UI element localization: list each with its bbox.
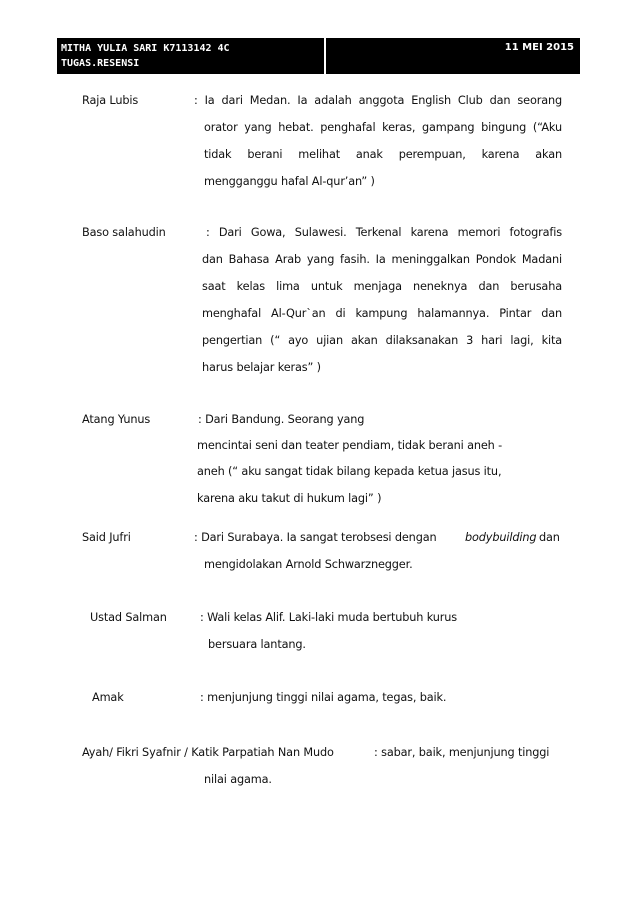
description-line: : Dari Gowa, Sulawesi. Terkenal karena memori fotografis bbox=[206, 226, 562, 239]
description-line: menghafal Al-Qur`an di kampung halamannya. Pintar dan bbox=[202, 307, 562, 320]
header-author-line: MITHA YULIA SARI K7113142 4C bbox=[61, 43, 230, 54]
character-name: Raja Lubis bbox=[82, 94, 139, 107]
description-line: mengidolakan Arnold Schwarznegger. bbox=[204, 558, 413, 571]
description-line: bersuara lantang. bbox=[208, 638, 306, 651]
description-line: mengganggu hafal Al-qur’an” ) bbox=[204, 175, 375, 188]
bodybuilding-term: bodybuilding bbox=[465, 531, 537, 544]
description-line: orator yang hebat. penghafal keras, gampang bingung (“Aku bbox=[204, 121, 562, 134]
character-name: Ayah/ Fikri Syafnir / Katik Parpatiah Nan Mudo bbox=[82, 746, 334, 759]
character-name: Baso salahudin bbox=[82, 226, 166, 239]
header-author-block bbox=[57, 38, 324, 74]
description-line: : Wali kelas Alif. Laki-laki muda bertubuh kurus bbox=[200, 611, 458, 624]
description-line: : menjunjung tinggi nilai agama, tegas, baik. bbox=[200, 691, 447, 704]
description-line: : Dari Bandung. Seorang yang bbox=[198, 413, 365, 426]
description-line: : sabar, baik, menjunjung tinggi bbox=[374, 746, 550, 759]
page-header bbox=[57, 38, 580, 74]
character-name: Said Jufri bbox=[82, 531, 131, 544]
header-date: 11 MEI 2015 bbox=[504, 42, 574, 53]
character-name: Atang Yunus bbox=[82, 413, 151, 426]
description-line: nilai agama. bbox=[204, 773, 272, 786]
description-line: : Ia dari Medan. Ia adalah anggota English Club dan seorang bbox=[194, 94, 562, 107]
description-line: dan bbox=[539, 531, 560, 544]
description-line: dan Bahasa Arab yang fasih. Ia meninggalkan Pondok Madani bbox=[202, 253, 562, 266]
header-date-block bbox=[326, 38, 580, 74]
description-line: : Dari Surabaya. Ia sangat terobsesi dengan bbox=[194, 531, 437, 544]
character-name: Ustad Salman bbox=[90, 611, 167, 624]
description-line: harus belajar keras” ) bbox=[202, 361, 321, 374]
description-line: karena aku takut di hukum lagi” ) bbox=[197, 492, 382, 505]
character-name: Amak bbox=[92, 691, 124, 704]
description-line-emphasis bbox=[465, 531, 536, 544]
header-subtitle-line: TUGAS.RESENSI bbox=[61, 58, 140, 69]
description-line: pengertian (“ ayo ujian akan dilaksanakan 3 hari lagi, kita bbox=[202, 334, 562, 347]
description-line: mencintai seni dan teater pendiam, tidak berani aneh - bbox=[197, 439, 503, 452]
description-line: tidak berani melihat anak perempuan, karena akan bbox=[204, 148, 562, 161]
description-line: aneh (“ aku sangat tidak bilang kepada ketua jasus itu, bbox=[197, 465, 502, 478]
description-line: saat kelas lima untuk menjaga neneknya dan berusaha bbox=[202, 280, 562, 293]
